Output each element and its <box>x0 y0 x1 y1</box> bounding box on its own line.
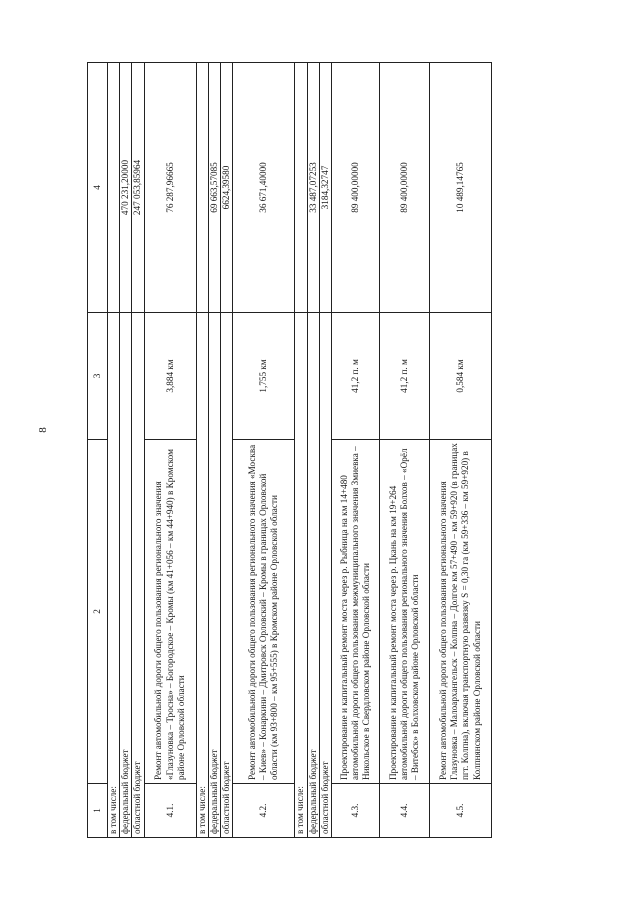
header-cell-2: 2 <box>88 440 108 784</box>
page-number: 8 <box>36 427 49 433</box>
table-row <box>108 63 120 838</box>
table-row <box>196 63 208 838</box>
header-cell-1: 1 <box>88 784 108 838</box>
item-number: 4.3. <box>331 784 379 838</box>
item-description: Ремонт автомобильной дороги общего пользования регионального значения «Глазуновка – Тросна» – Богородское – Кромы (км 41+056 – км 44+940) в Кромском районе Орловской области <box>144 440 196 784</box>
item-value: 10 489,14765 <box>429 63 491 313</box>
row-label: в том числе: <box>295 313 307 838</box>
row-value: 69 663,57085 <box>208 63 220 313</box>
item-description: Проектирование и капитальный ремонт моста через р. Рыбница на км 14+480 автомобильной дороги общего пользования межмуниципального значения Змиевка – Никольское в Свердловском районе Орловской области <box>331 440 379 784</box>
item-value: 89 400,00000 <box>379 63 429 313</box>
table-row <box>331 63 379 838</box>
table-row <box>429 63 491 838</box>
budget-table <box>87 62 492 838</box>
row-value: 33 487,07253 <box>307 63 319 313</box>
row-label: федеральный бюджет <box>208 313 220 838</box>
table-row <box>233 63 295 838</box>
item-number: 4.4. <box>379 784 429 838</box>
row-value <box>108 63 120 313</box>
item-description: Ремонт автомобильной дороги общего пользования регионального значения Глазуновка – Малоархангельск – Колпна – Долгое км 57+490 – км 59+920 (в границах пгт. Колпна), включая транспортную развязку S = 0,30 га (км 59+336 – км 59+920) в Колпнянском районе Орловской области <box>429 440 491 784</box>
row-label: областной бюджет <box>319 313 331 838</box>
item-number: 4.1. <box>144 784 196 838</box>
item-number: 4.2. <box>233 784 295 838</box>
item-length: 41,2 п. м <box>379 313 429 440</box>
item-description: Проектирование и капитальный ремонт моста через р. Цкань на км 19+264 автомобильной дороги общего пользования регионального значения Болхов – «Орёл – Витебск» в Болховском районе Орловской области <box>379 440 429 784</box>
table-row <box>307 63 319 838</box>
table-row <box>132 63 144 838</box>
item-value: 76 287,96665 <box>144 63 196 313</box>
table-row <box>144 63 196 838</box>
header-row <box>88 63 108 838</box>
table-row <box>379 63 429 838</box>
table-row <box>221 63 233 838</box>
row-value: 3184,32747 <box>319 63 331 313</box>
row-label: федеральный бюджет <box>307 313 319 838</box>
item-value: 36 671,40000 <box>233 63 295 313</box>
table-row <box>208 63 220 838</box>
row-value: 470 231,20000 <box>120 63 132 313</box>
header-cell-4: 4 <box>88 63 108 313</box>
item-length: 1,755 км <box>233 313 295 440</box>
item-number: 4.5. <box>429 784 491 838</box>
row-value <box>196 63 208 313</box>
item-length: 41,2 п. м <box>331 313 379 440</box>
row-value: 247 053,85964 <box>132 63 144 313</box>
table-row <box>120 63 132 838</box>
row-value <box>295 63 307 313</box>
item-value: 89 400,00000 <box>331 63 379 313</box>
row-label: в том числе: <box>196 313 208 838</box>
budget-table-sheet <box>87 63 569 838</box>
table-row <box>319 63 331 838</box>
item-length: 3,884 км <box>144 313 196 440</box>
row-label: областной бюджет <box>132 313 144 838</box>
row-label: в том числе: <box>108 313 120 838</box>
row-value: 6624,39580 <box>221 63 233 313</box>
row-label: областной бюджет <box>221 313 233 838</box>
item-description: Ремонт автомобильной дороги общего пользования регионального значения «Москва – Киев» – Конаркини – Дмитровск Орловский – Кромы в границах Орловской области (км 93+800 – км 95+555) в Кромском районе Орловской области <box>233 440 295 784</box>
row-label: федеральный бюджет <box>120 313 132 838</box>
item-length: 0,584 км <box>429 313 491 440</box>
table-row <box>295 63 307 838</box>
header-cell-3: 3 <box>88 313 108 440</box>
